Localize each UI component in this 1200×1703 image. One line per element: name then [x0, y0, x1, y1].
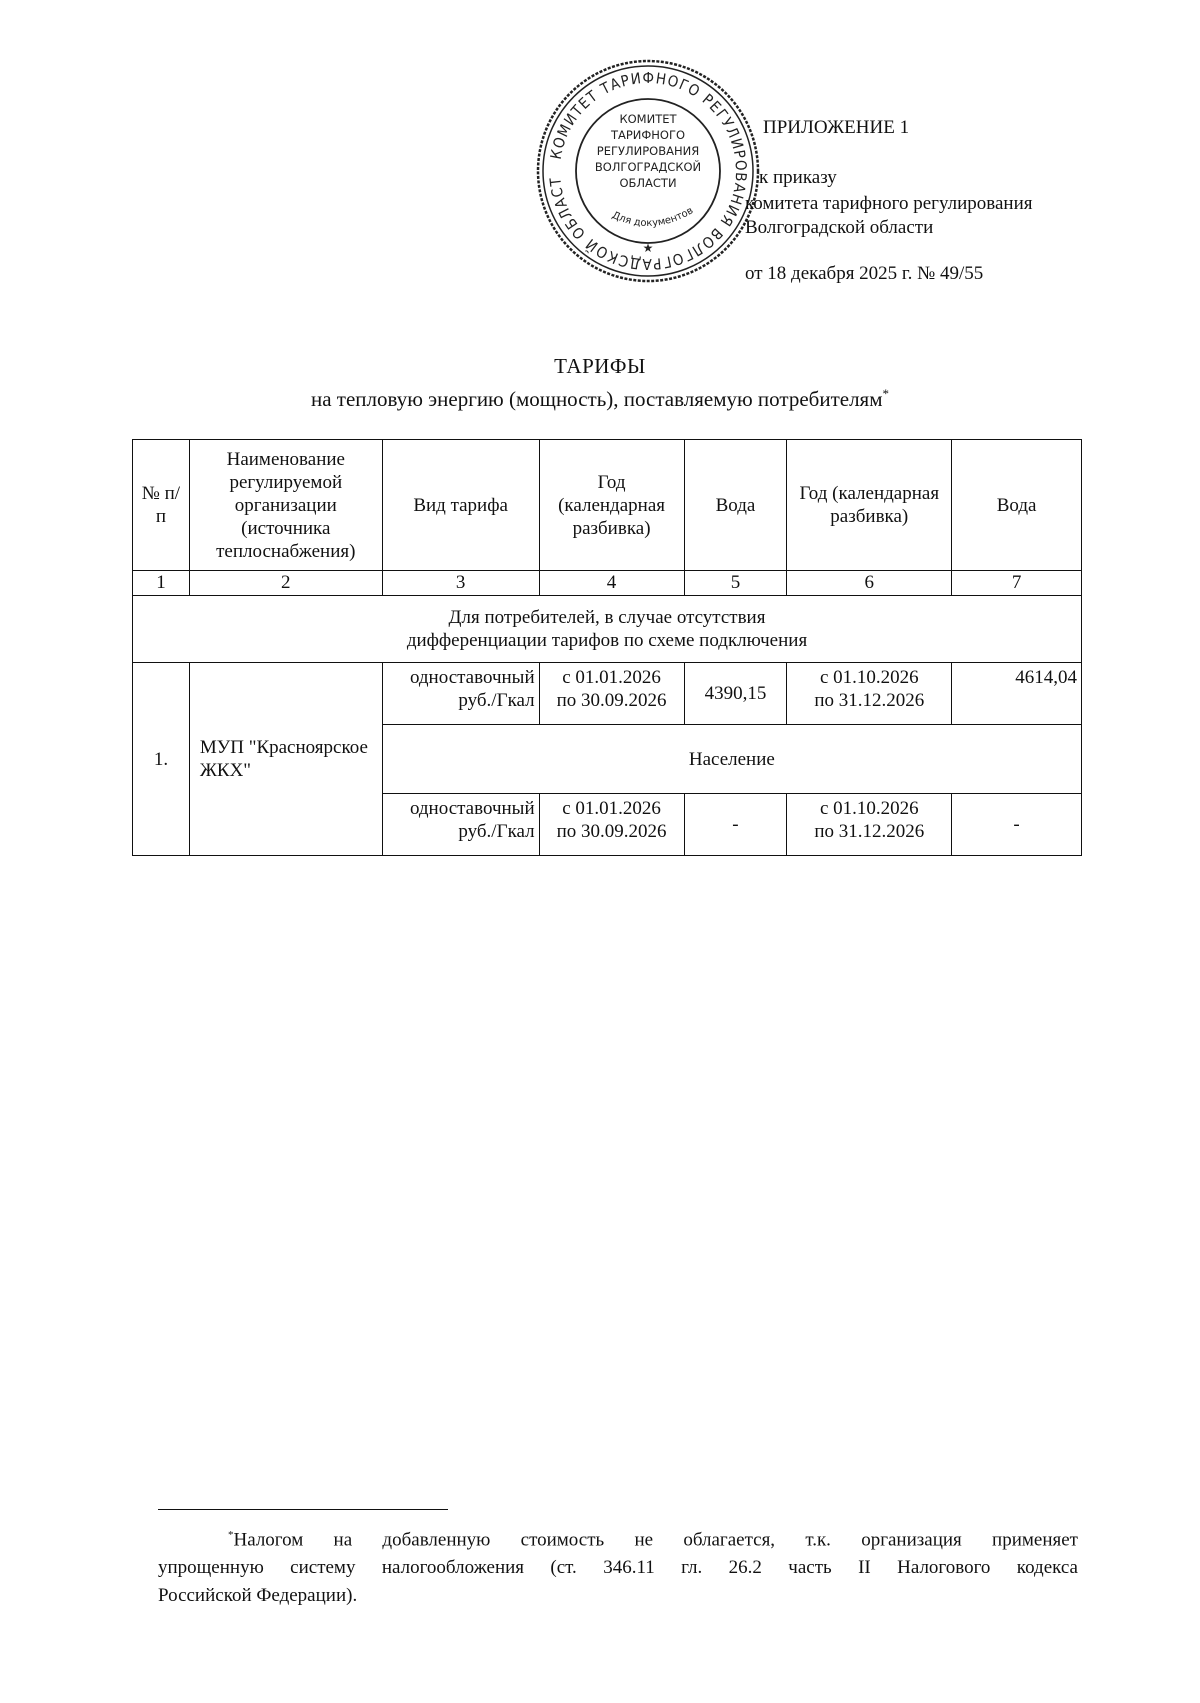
seal-stamp-icon [533, 56, 763, 286]
title-sub [0, 380, 1200, 413]
period-to: по 31.12.2026 [814, 821, 925, 842]
column-number: 3 [382, 571, 539, 596]
tariffs-table [132, 439, 1082, 856]
seal-center-line: ВОЛГОГРАДСКОЙ [594, 160, 702, 174]
period-cell [539, 663, 684, 725]
seal-center-line: КОМИТЕТ [619, 112, 677, 126]
seal-center-line: РЕГУЛИРОВАНИЯ [596, 144, 700, 158]
period-from: с 01.01.2026 [562, 798, 661, 819]
title-sub-text: на тепловую энергию (мощность), поставляемую потребителям [310, 387, 883, 411]
table-row [133, 663, 1082, 725]
period-to: по 31.12.2026 [814, 690, 925, 711]
seal-star-icon: ★ [642, 241, 654, 255]
period-cell [787, 663, 952, 725]
table-header-row [133, 440, 1082, 571]
column-number: 4 [539, 571, 684, 596]
footnote [158, 1521, 1078, 1610]
period-cell [787, 794, 952, 856]
footnote-mark: * [228, 1529, 234, 1541]
column-number: 1 [133, 571, 190, 596]
tariff-type-cell [382, 794, 539, 856]
column-number-row [133, 571, 1082, 596]
header-cell: Год (календарная разбивка) [539, 440, 684, 571]
order-ref: к приказу [759, 167, 837, 188]
header-cell: Вид тарифа [382, 440, 539, 571]
period-from: с 01.10.2026 [819, 667, 919, 688]
tariff-type: одноставочный [409, 667, 535, 688]
header-cell: № п/п [133, 440, 190, 571]
tariff-unit: руб./Гкал [458, 690, 535, 711]
column-number: 5 [684, 571, 787, 596]
seal-ring-text: КОМИТЕТ ТАРИФНОГО РЕГУЛИРОВАНИЯ ВОЛГОГРАДСКОЙ ОБЛАСТ [546, 68, 751, 274]
tariff-type-cell [382, 663, 539, 725]
section-row [133, 596, 1082, 663]
column-number: 2 [189, 571, 382, 596]
footnote-line: упрощенную систему налогообложения (ст. 346.11 гл. 26.2 часть II Налогового кодекса [158, 1557, 1078, 1579]
header-cell: Вода [684, 440, 787, 571]
footnote-divider [158, 1509, 448, 1510]
section-title-line: Для потребителей, в случае отсутствия [448, 607, 766, 628]
title-main: ТАРИФЫ [554, 354, 646, 378]
tariff-value: 4390,15 [684, 663, 787, 725]
tariff-value: - [684, 794, 787, 856]
period-to: по 30.09.2026 [556, 690, 667, 711]
header-cell: Наименование регулируемой организации (источника теплоснабжения) [189, 440, 382, 571]
appendix-label: ПРИЛОЖЕНИЕ 1 [763, 117, 910, 138]
column-number: 7 [952, 571, 1082, 596]
tariff-value: - [952, 794, 1082, 856]
committee-name: комитета тарифного регулирования [745, 193, 1033, 214]
seal-center-line: ОБЛАСТИ [619, 176, 677, 190]
period-cell [539, 794, 684, 856]
order-date: от 18 декабря 2025 г. № 49/55 [745, 263, 984, 284]
tariff-unit: руб./Гкал [458, 821, 535, 842]
period-to: по 30.09.2026 [556, 821, 667, 842]
subsection-title: Население [382, 725, 1081, 794]
document-title [0, 352, 1200, 413]
header-cell: Вода [952, 440, 1082, 571]
header-cell: Год (календарная разбивка) [787, 440, 952, 571]
column-number: 6 [787, 571, 952, 596]
tariff-type: одноставочный [409, 798, 535, 819]
section-title [133, 596, 1082, 663]
official-seal [533, 56, 763, 286]
row-number: 1. [133, 663, 190, 856]
seal-inner-text: Для документов [610, 205, 696, 230]
footnote-mark: * [882, 386, 890, 401]
period-from: с 01.10.2026 [819, 798, 919, 819]
section-title-line: дифференциации тарифов по схеме подключения [406, 630, 808, 651]
footnote-line: Российской Федерации). [158, 1585, 358, 1607]
organization-name: МУП "Красноярское ЖКХ" [189, 663, 382, 856]
tariff-value: 4614,04 [952, 663, 1082, 725]
seal-center-line: ТАРИФНОГО [610, 128, 686, 142]
footnote-line: *Налогом на добавленную стоимость не облагается, т.к. организация применяет [228, 1529, 1078, 1551]
region-name: Волгоградской области [745, 217, 934, 238]
period-from: с 01.01.2026 [562, 667, 661, 688]
